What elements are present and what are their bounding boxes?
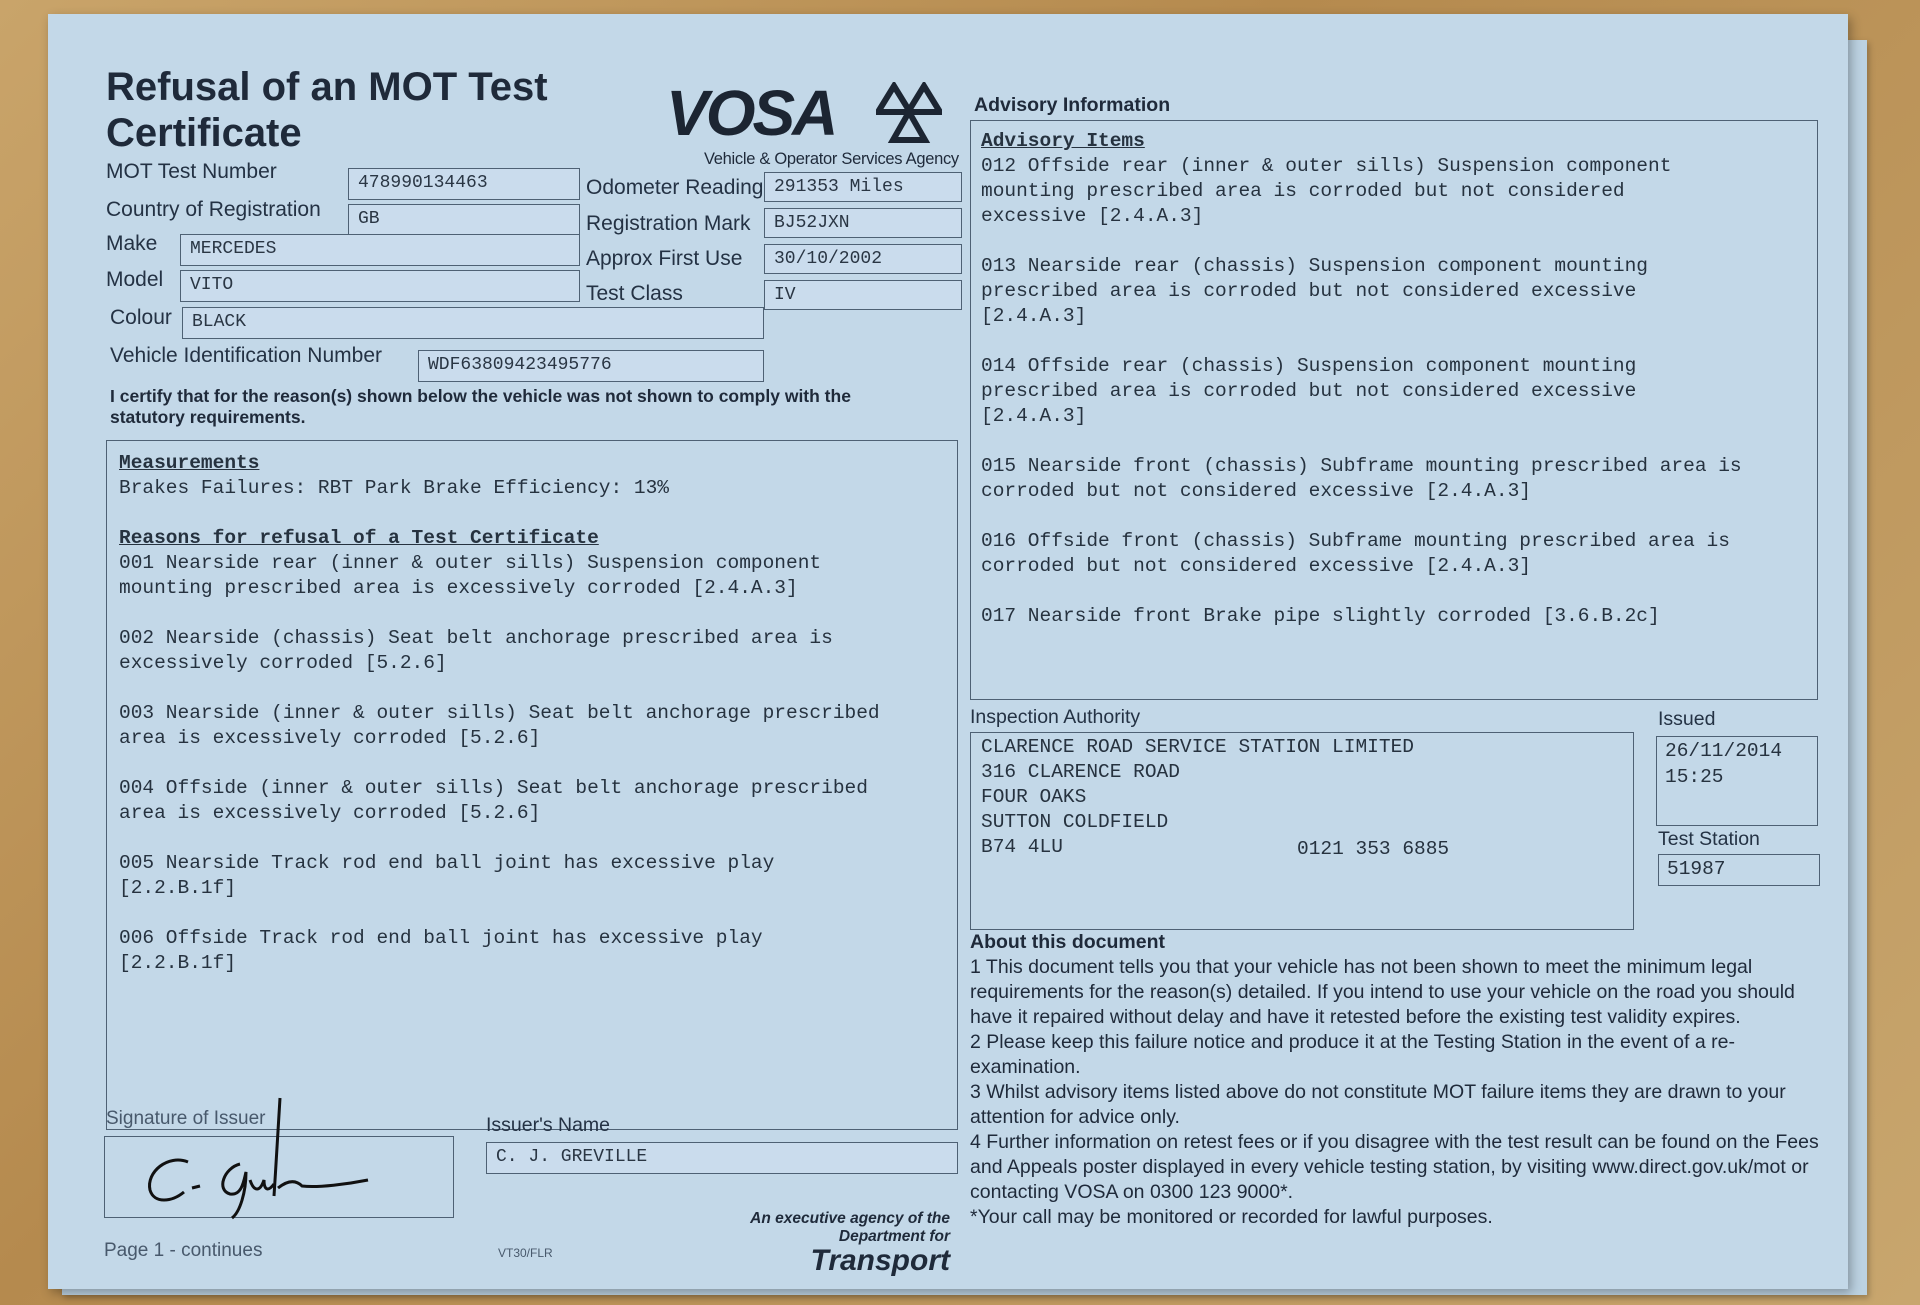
failure-line: 001 Nearside rear (inner & outer sills) Suspension component xyxy=(119,552,822,574)
issued-label: Issued xyxy=(1658,708,1716,730)
failure-item xyxy=(119,551,949,601)
advisory-line: 015 Nearside front (chassis) Subframe mounting prescribed area is xyxy=(981,455,1742,477)
first-use-field: 30/10/2002 xyxy=(764,244,962,274)
address-line: FOUR OAKS xyxy=(981,786,1087,808)
test-number-label: MOT Test Number xyxy=(106,160,277,183)
registration-field: BJ52JXN xyxy=(764,208,962,238)
advisory-item xyxy=(981,604,1811,629)
failure-line: 006 Offside Track rod end ball joint has excessive play xyxy=(119,927,763,949)
odometer-label: Odometer Reading xyxy=(586,176,764,199)
first-use-label: Approx First Use xyxy=(586,247,743,270)
advisory-panel xyxy=(970,120,1818,700)
test-class-label: Test Class xyxy=(586,282,683,305)
agency-name: Vehicle & Operator Services Agency xyxy=(704,150,959,168)
about-header: About this document xyxy=(970,931,1165,953)
about-section xyxy=(970,930,1830,1230)
reasons-header: Reasons for refusal of a Test Certificate xyxy=(119,527,599,549)
test-class-field: IV xyxy=(764,280,962,310)
title-line-2: Certificate xyxy=(106,111,302,155)
document-title xyxy=(106,64,548,156)
about-paragraph: 3 Whilst advisory items listed above do not constitute MOT failure items they are drawn to your attention for advice only. xyxy=(970,1081,1786,1128)
failure-line: excessively corroded [5.2.6] xyxy=(119,652,447,674)
address-line: SUTTON COLDFIELD xyxy=(981,811,1169,833)
page-note: Page 1 - continues xyxy=(104,1240,263,1261)
model-label: Model xyxy=(106,268,164,291)
failure-line: mounting prescribed area is excessively corroded [2.4.A.3] xyxy=(119,577,798,599)
failure-line: [2.2.B.1f] xyxy=(119,877,237,899)
failure-item xyxy=(119,776,949,826)
about-paragraph: 4 Further information on retest fees or if you disagree with the test result can be found on the Fees and Appeals poster displayed in every vehicle testing station, by visiting www.direct.gov.uk/mot or contacting VOSA on 0300 123 9000*. xyxy=(970,1131,1819,1203)
advisory-line: 012 Offside rear (inner & outer sills) Suspension component xyxy=(981,155,1672,177)
issued-date: 26/11/2014 xyxy=(1665,740,1783,762)
model-field: VITO xyxy=(180,270,580,302)
failure-item xyxy=(119,701,949,751)
inspection-phone: 0121 353 6885 xyxy=(1297,838,1450,860)
inspection-authority-label: Inspection Authority xyxy=(970,706,1141,728)
vosa-logo: VOSA xyxy=(666,77,836,149)
registration-label: Registration Mark xyxy=(586,212,751,235)
about-paragraph: 1 This document tells you that your vehicle has not been shown to meet the minimum legal requirements for the reason(s) detailed. If you intend to use your vehicle on the road you should have it repaired without delay and have it retested before the existing test validity expires. xyxy=(970,956,1795,1028)
advisory-items-header: Advisory Items xyxy=(981,130,1145,152)
failure-item xyxy=(119,626,949,676)
advisory-line: [2.4.A.3] xyxy=(981,305,1087,327)
advisory-item xyxy=(981,154,1811,229)
failure-line: [2.2.B.1f] xyxy=(119,952,237,974)
test-station-label: Test Station xyxy=(1658,828,1760,850)
advisory-line: corroded but not considered excessive [2.4.A.3] xyxy=(981,555,1531,577)
advisory-line: corroded but not considered excessive [2.4.A.3] xyxy=(981,480,1531,502)
advisory-section-label: Advisory Information xyxy=(974,94,1171,116)
failures-panel xyxy=(106,440,958,1130)
triangle-emblem-icon xyxy=(876,82,942,144)
advisory-line: excessive [2.4.A.3] xyxy=(981,205,1204,227)
advisory-line: 016 Offside front (chassis) Subframe mounting prescribed area is xyxy=(981,530,1730,552)
inspection-authority-panel xyxy=(970,732,1634,930)
failure-line: area is excessively corroded [5.2.6] xyxy=(119,802,541,824)
address-line: CLARENCE ROAD SERVICE STATION LIMITED xyxy=(981,736,1414,758)
measurement-line: Brakes Failures: RBT Park Brake Efficiency: 13% xyxy=(119,477,669,499)
advisory-item xyxy=(981,354,1811,429)
advisory-text xyxy=(981,129,1811,654)
advisory-line: prescribed area is corroded but not considered excessive xyxy=(981,380,1637,402)
vin-field: WDF63809423495776 xyxy=(418,350,764,382)
agency-line-2: Department for xyxy=(838,1228,950,1245)
measurements-header: Measurements xyxy=(119,452,260,474)
form-code: VT30/FLR xyxy=(498,1246,553,1260)
odometer-field: 291353 Miles xyxy=(764,172,962,202)
about-footnote: *Your call may be monitored or recorded for lawful purposes. xyxy=(970,1206,1493,1228)
country-field: GB xyxy=(348,204,580,236)
test-station-number: 51987 xyxy=(1667,858,1726,880)
advisory-line: 014 Offside rear (chassis) Suspension component mounting xyxy=(981,355,1637,377)
failure-line: area is excessively corroded [5.2.6] xyxy=(119,727,541,749)
vin-label: Vehicle Identification Number xyxy=(110,344,382,367)
failure-line: 005 Nearside Track rod end ball joint has excessive play xyxy=(119,852,775,874)
signature-image xyxy=(128,1084,428,1234)
advisory-line: [2.4.A.3] xyxy=(981,405,1087,427)
country-label: Country of Registration xyxy=(106,198,321,221)
about-paragraph: 2 Please keep this failure notice and produce it at the Testing Station in the event of a re-examination. xyxy=(970,1031,1735,1078)
issuer-name-label: Issuer's Name xyxy=(486,1114,611,1136)
failure-item xyxy=(119,926,949,976)
advisory-line: 017 Nearside front Brake pipe slightly corroded [3.6.B.2c] xyxy=(981,605,1660,627)
dft-logo xyxy=(688,1210,950,1276)
issued-box xyxy=(1656,736,1818,826)
colour-field: BLACK xyxy=(182,307,764,339)
agency-line-3: Transport xyxy=(810,1244,950,1277)
signature-label: Signature of Issuer xyxy=(106,1108,266,1129)
failures-text xyxy=(119,451,949,1001)
advisory-line: 013 Nearside rear (chassis) Suspension component mounting xyxy=(981,255,1649,277)
issuer-name-field: C. J. GREVILLE xyxy=(486,1142,958,1174)
advisory-line: mounting prescribed area is corroded but not considered xyxy=(981,180,1625,202)
certification-statement: I certify that for the reason(s) shown below the vehicle was not shown to comply with the statutory requirements. xyxy=(110,386,851,427)
address-line: 316 CLARENCE ROAD xyxy=(981,761,1180,783)
failure-line: 004 Offside (inner & outer sills) Seat belt anchorage prescribed xyxy=(119,777,868,799)
mot-refusal-certificate xyxy=(48,14,1848,1289)
failure-line: 002 Nearside (chassis) Seat belt anchorage prescribed area is xyxy=(119,627,833,649)
advisory-item xyxy=(981,529,1811,579)
agency-line-1: An executive agency of the xyxy=(750,1210,950,1227)
title-line-1: Refusal of an MOT Test xyxy=(106,65,548,109)
failure-line: 003 Nearside (inner & outer sills) Seat belt anchorage prescribed xyxy=(119,702,880,724)
advisory-item xyxy=(981,254,1811,329)
address-line: B74 4LU xyxy=(981,836,1063,858)
make-field: MERCEDES xyxy=(180,234,580,266)
failure-item xyxy=(119,851,949,901)
issued-time: 15:25 xyxy=(1665,766,1724,788)
advisory-line: prescribed area is corroded but not considered excessive xyxy=(981,280,1637,302)
test-number-field: 478990134463 xyxy=(348,168,580,200)
colour-label: Colour xyxy=(110,306,172,329)
make-label: Make xyxy=(106,232,158,255)
test-station-box xyxy=(1658,854,1820,886)
advisory-item xyxy=(981,454,1811,504)
